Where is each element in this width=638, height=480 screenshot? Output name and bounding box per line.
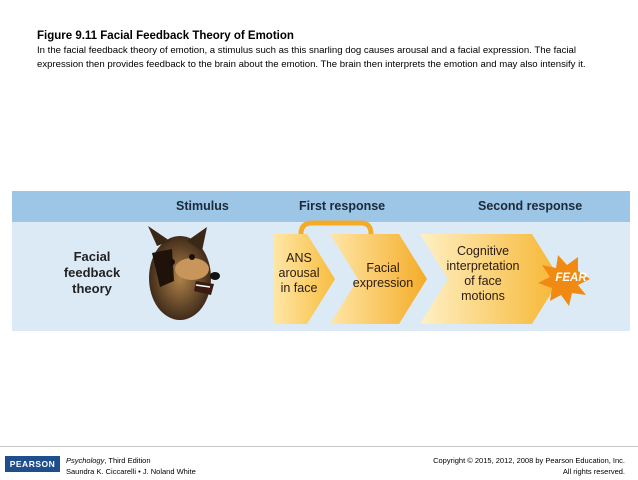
ans-line: in face xyxy=(280,281,318,295)
cognitive-interpretation-label xyxy=(433,244,533,304)
ans-arousal-label xyxy=(270,251,328,296)
header-second-response: Second response xyxy=(478,199,583,213)
theory-label xyxy=(56,249,128,297)
book-title-line xyxy=(66,455,196,466)
theory-label-line: theory xyxy=(72,281,112,296)
cognitive-line: interpretation xyxy=(446,259,520,273)
pearson-logo: PEARSON xyxy=(5,456,60,472)
book-edition: , Third Edition xyxy=(104,456,151,465)
theory-label-line: feedback xyxy=(63,265,121,280)
ans-line: ANS xyxy=(286,251,312,265)
figure-title: Figure 9.11 Facial Feedback Theory of Emotion xyxy=(37,30,294,42)
facial-line: expression xyxy=(352,276,414,290)
copyright-info xyxy=(433,455,625,477)
book-title: Psychology xyxy=(66,456,105,465)
figure-caption: In the facial feedback theory of emotion, a stimulus such as this snarling dog causes arousal and a facial expression. The facial expression then provides feedback to the brain about the emotion. The brain then interprets the emotion and may also intensify it. xyxy=(37,45,586,70)
cognitive-line: motions xyxy=(461,289,505,303)
book-authors: Saundra K. Ciccarelli • J. Noland White xyxy=(66,467,196,476)
facial-line: Facial xyxy=(366,261,400,275)
fear-label: FEAR xyxy=(555,272,587,284)
copyright-text: Copyright © 2015, 2012, 2008 by Pearson Education, Inc. xyxy=(433,456,625,465)
facial-expression-label xyxy=(345,261,421,291)
footer xyxy=(0,446,638,480)
cognitive-line: of face xyxy=(464,274,502,288)
ans-line: arousal xyxy=(278,266,320,280)
theory-label-line: Facial xyxy=(73,249,111,264)
header-first-response: First response xyxy=(299,199,386,213)
rights-text: All rights reserved. xyxy=(562,467,625,476)
book-info xyxy=(66,455,196,477)
header-stimulus: Stimulus xyxy=(176,199,229,213)
cognitive-line: Cognitive xyxy=(456,244,510,258)
